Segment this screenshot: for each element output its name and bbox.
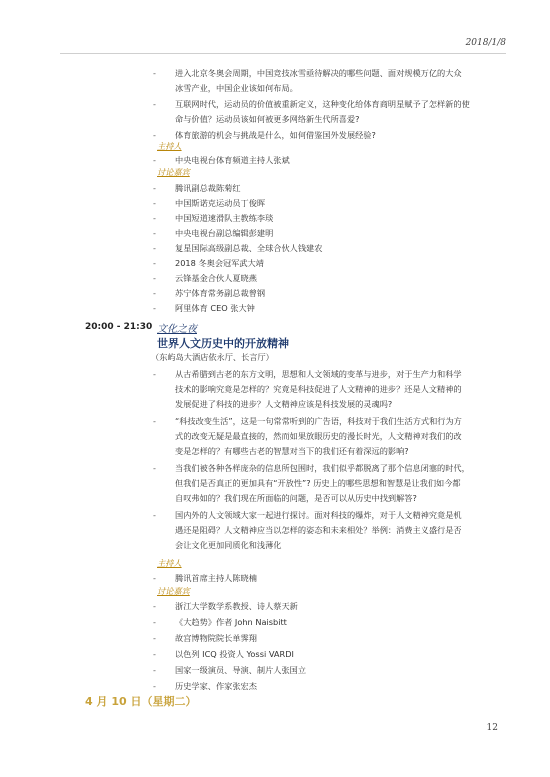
session-category: 文化之夜 bbox=[157, 324, 197, 335]
session-time: 20:00 - 21:30 bbox=[85, 322, 153, 332]
session-venue: （东屿岛大酒店依永厅、长言厅） bbox=[151, 352, 274, 362]
guests-label: 讨论嘉宾 bbox=[157, 167, 190, 177]
bullet-text: 进入北京冬奥会周期，中国竞技冰雪亟待解决的哪些问题、面对规模万亿的大众 冰雪产业，中国企业该如何布局。 bbox=[175, 68, 462, 93]
header-divider bbox=[60, 53, 506, 54]
bullet-text: 体育旅游的机会与挑战是什么，如何借鉴国外发展经验? bbox=[175, 130, 376, 140]
host-label: 主持人 bbox=[157, 558, 182, 568]
guests-label: 讨论嘉宾 bbox=[157, 586, 190, 596]
header-date: 2018/1/8 bbox=[465, 38, 506, 48]
page-number: 12 bbox=[486, 723, 498, 733]
bullet-dash: - bbox=[153, 68, 156, 78]
day-heading: 4 月 10 日（星期二） bbox=[85, 695, 197, 708]
bullet-text: 互联网时代，运动员的价值被重新定义，这种变化给体育商明星赋予了怎样新的使 命与价值？运动员该如何被更多网络新生代所喜爱? bbox=[175, 99, 470, 124]
host-label: 主持人 bbox=[157, 141, 182, 151]
bullet-dash: - bbox=[153, 130, 156, 140]
bullet-dash: - bbox=[153, 99, 156, 109]
page: 2018/1/8 - 进入北京冬奥会周期，中国竞技冰雪亟待解决的哪些问题、面对规模万亿的大众 冰雪产业，中国企业该如何布局。 - 互联网时代，运动员的价值被重新定义，这种变化给体育商明星赋予了怎样新的使 命与价值？运动员该如何被更多网络新生代所喜爱? - 体育旅游的机会与挑战是什么，如何借鉴国外发展经验? 主持人 - 中央电视台体育频道主持人张斌 讨论嘉宾 - 腾讯副总裁陈菊红 - 中国斯诺克运动员丁俊晖 - 中国短道速滑队主教练李琰 - 中央电视台副总编辑彭建明 - 复星国际高级副总裁、全球合伙人钱建农 - 2018 冬奥会冠军武大靖 - 云锋基金合伙人夏晓燕 - 苏宁体育常务副总裁曾钢 - 阿里体育 CEO 张大钟 20:00 - 21:30 文化之夜 世界人文历史中的开放精神 （东屿岛大酒店依永厅、长言厅） - 从古希腊到古老的东方文明，思想和人文领域的变革与进步，对于生产力和科学 技术的影响究竟是怎样的？究竟是科技促进了人文精神的进步？还是人文精神的 发展促进了科技的进步？人文精神应该是科技发展的灵魂吗? - “科技改变生活”，这是一句常常听到的广告语，科技对于我们生活方式和行为方 式的改变无疑是最直接的，然而如果放眼历史的漫长时光，人文精神对我们的改 变是怎样的？有哪些古老的智慧对当下的我们还有着深远的影响? - 当我们被各种各样庞杂的信息所包围时，我们似乎都脱离了那个信息闭塞的时代， 但我们是否真正的更加具有“开放性”? 历史上的哪些思想和智慧是让我们如今都 自叹弗如的？我们现在所面临的问题，是否可以从历史中找到解答? - 国内外的人文领域大家一起进行探讨。面对科技的爆炸，对于人文精神究竟是机 遇还是阻碍？人文精神应当以怎样的姿态和未来相处？举例：消费主义盛行是否 会让文化更加同质化和浅薄化 主持人 - 腾讯首席主持人陈晓楠 讨论嘉宾 - 浙江大学数学系教授、诗人蔡天新 - 《大趋势》作者 John Naisbitt - 故宫博物院院长单霁翔 - 以色列 ICQ 投资人 Yossi VARDI - 国家一级演员、导演、制片人张国立 - 历史学家、作家张宏杰 4 月 10 日（星期二） 12 bbox=[0, 0, 550, 777]
session-title: 世界人文历史中的开放精神 bbox=[157, 337, 289, 350]
